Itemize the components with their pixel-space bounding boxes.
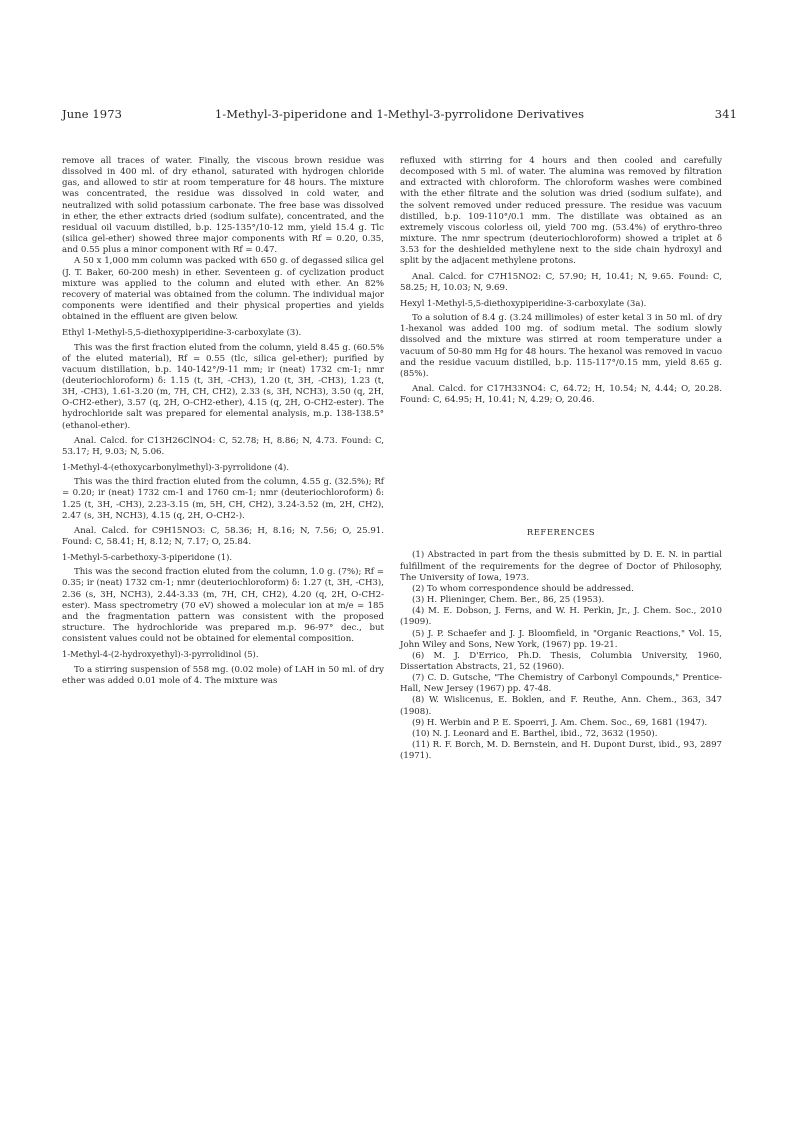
reference-item: (10) N. J. Leonard and E. Barthel, ibid., 72, 3632 (1950). bbox=[412, 728, 658, 739]
reference-item: (7) C. D. Gutsche, "The Chemistry of Carbonyl Compounds," Prentice-Hall, New Jersey (1967) pp. 47-48. bbox=[400, 673, 722, 695]
analysis-pyrrolidone: Anal. Calcd. for C9H15NO3: C, 58.36; H, 8.16; N, 7.56; O, 25.91. Found: C, 58.41; H, 8.12; N, 7.17; O, 25.84. bbox=[62, 525, 384, 547]
header-date: June 1973 bbox=[62, 107, 123, 121]
compound-heading-pyrrolidinol: 1-Methyl-4-(2-hydroxyethyl)-3-pyrrolidinol (5). bbox=[62, 649, 259, 660]
reference-item: (6) M. J. D'Errico, Ph.D. Thesis, Columbia University, 1960, Dissertation Abstracts, 21, 52 (1960). bbox=[400, 650, 722, 672]
reference-item: (1) Abstracted in part from the thesis submitted by D. E. N. in partial fulfillment of the requirements for the degree of Doctor of Philosophy, The University of Iowa, 1973. bbox=[400, 550, 722, 583]
paragraph-intro: remove all traces of water. Finally, the viscous brown residue was dissolved in 400 ml. of dry ethanol, saturated with hydrogen chloride gas, and allowed to stir at room temperature for 48 hours. The mixture was concentrated, the residue was dissolved in cold water, and neutralized with solid potassium carbonate. The free base was dissolved in ether, the ether extracts dried (sodium sulfate), concentrated, and the residual oil vacuum distilled, b.p. 125-135°/10-12 mm, yield 15.4 g. Tlc (silica gel-ether) showed three major components with Rf = 0.20, 0.35, and 0.55 plus a minor component with Rf = 0.47. bbox=[62, 156, 384, 256]
analysis-pyrrolidinol: Anal. Calcd. for C7H15NO2: C, 57.90; H, 10.41; N, 9.65. Found: C, 58.25; H, 10.03; N, 9.69. bbox=[400, 271, 722, 293]
reference-item: (2) To whom correspondence should be addressed. bbox=[412, 583, 634, 594]
compound-heading-hexyl-ester: Hexyl 1-Methyl-5,5-diethoxypiperidine-3-carboxylate (3a). bbox=[400, 297, 647, 308]
references-heading: REFERENCES bbox=[526, 527, 596, 538]
reference-item: (9) H. Werbin and P. E. Spoerri, J. Am. Chem. Soc., 69, 1681 (1947). bbox=[412, 717, 708, 728]
reference-item: (5) J. P. Schaefer and J. J. Bloomfield, in "Organic Reactions," Vol. 15, John Wiley and Sons, New York, (1967) pp. 19-21. bbox=[400, 628, 722, 650]
paragraph-pyrrolidinol: To a stirring suspension of 558 mg. (0.02 mole) of LAH in 50 ml. of dry ether was added 0.01 mole of 4. The mixture was bbox=[62, 664, 384, 686]
paragraph-reflux: refluxed with stirring for 4 hours and then cooled and carefully decomposed with 5 ml. of water. The alumina was removed by filtration and extracted with chloroform. The chloroform washes were combined with the ether filtrate and the solution was dried (sodium sulfate), and the solvent removed under reduced pressure. The residue was vacuum distilled, b.p. 109-110°/0.1 mm. The distillate was obtained as an extremely viscous colorless oil, yield 700 mg. (53.4%) of erythro-threo mixture. The nmr spectrum (deuteriochloroform) showed a triplet at δ 3.53 for the deshielded methylene next to the side chain hydroxyl and split by the adjacent methylene protons. bbox=[400, 156, 722, 267]
paragraph-ethyl-ester: This was the first fraction eluted from the column, yield 8.45 g. (60.5% of the eluted material), Rf = 0.55 (tlc, silica gel-ether); purified by vacuum distillation, b.p. 140-142°/9-11 mm; ir (neat) 1732 cm-1; nmr (deuteriochloroform) δ: 1.15 (t, 3H, -CH3), 1.20 (t, 3H, -CH3), 1.23 (t, 3H, -CH3), 1.61-3.20 (m, 7H, CH, CH2), 2.33 (s, 3H, NCH3), 3.50 (q, 2H, O-CH2-ether), 3.57 (q, 2H, O-CH2-ether), 4.15 (q, 2H, O-CH2-ester). The hydrochloride salt was prepared for elemental analysis, m.p. 138-138.5° (ethanol-ether). bbox=[62, 342, 384, 431]
running-header bbox=[62, 107, 737, 123]
paragraph-pyrrolidone: This was the third fraction eluted from the column, 4.55 g. (32.5%); Rf = 0.20; ir (neat) 1732 cm-1 and 1760 cm-1; nmr (deuteriochloroform) δ: 1.25 (t, 3H, -CH3), 2.23-3.15 (m, 5H, CH, CH2), 3.24-3.52 (m, 2H, CH2), 2.47 (s, 3H, NCH3), 4.15 (q, 2H, O-CH2-). bbox=[62, 477, 384, 521]
paragraph-column-chromatography: A 50 x 1,000 mm column was packed with 650 g. of degassed silica gel (J. T. Baker, 60-200 mesh) in ether. Seventeen g. of cyclization product mixture was applied to the column and eluted with ether. An 82% recovery of material was obtained from the column. The individual major components were identified and their physical properties and yields obtained in the effluent are given below. bbox=[62, 256, 384, 323]
compound-heading-pyrrolidone: 1-Methyl-4-(ethoxycarbonylmethyl)-3-pyrrolidone (4). bbox=[62, 462, 289, 473]
analysis-hexyl-ester: Anal. Calcd. for C17H33NO4: C, 64.72; H, 10.54; N, 4.44; O, 20.28. Found: C, 64.95; H, 10.41; N, 4.29; O, 20.46. bbox=[400, 383, 722, 406]
reference-item: (4) M. E. Dobson, J. Ferns, and W. H. Perkin, Jr., J. Chem. Soc., 2010 (1909). bbox=[400, 606, 722, 628]
compound-heading-ethyl-ester: Ethyl 1-Methyl-5,5-diethoxypiperidine-3-carboxylate (3). bbox=[62, 327, 302, 338]
compound-heading-piperidone: 1-Methyl-5-carbethoxy-3-piperidone (1). bbox=[62, 552, 233, 563]
paragraph-hexyl-ester: To a solution of 8.4 g. (3.24 millimoles) of ester ketal 3 in 50 ml. of dry 1-hexanol was added 100 mg. of sodium metal. The sodium slowly dissolved and the mixture was stirred at room temperature under a vacuum of 50-80 mm Hg for 48 hours. The hexanol was removed in vacuo and the residue vacuum distilled, b.p. 115-117°/0.15 mm, yield 8.65 g. (85%). bbox=[400, 313, 722, 379]
left-column bbox=[62, 156, 384, 687]
paragraph-piperidone: This was the second fraction eluted from the column, 1.0 g. (7%); Rf = 0.35; ir (neat) 1732 cm-1; nmr (deuteriochloroform) δ: 1.27 (t, 3H, -CH3), 2.36 (s, 3H, NCH3), 2.44-3.33 (m, 7H, CH, CH2), 4.20 (q, 2H, O-CH2-ester). Mass spectrometry (70 eV) showed a molecular ion at m/e = 185 and the fragmentation pattern was consistent with the proposed structure. The hydrochloride was prepared m.p. 96-97° dec., but consistent values could not be obtained for elemental composition. bbox=[62, 567, 384, 645]
header-title: 1-Methyl-3-piperidone and 1-Methyl-3-pyrrolidone Derivatives bbox=[214, 107, 585, 121]
reference-item: (3) H. Plieninger, Chem. Ber., 86, 25 (1953). bbox=[412, 595, 605, 606]
reference-item: (11) R. F. Borch, M. D. Bernstein, and H. Dupont Durst, ibid., 93, 2897 (1971). bbox=[400, 740, 722, 762]
reference-item: (8) W. Wislicenus, E. Boklen, and F. Reuthe, Ann. Chem., 363, 347 (1908). bbox=[400, 695, 722, 717]
page-number: 341 bbox=[714, 107, 737, 121]
right-column bbox=[400, 156, 722, 762]
analysis-ethyl-ester: Anal. Calcd. for C13H26ClNO4: C, 52.78; H, 8.86; N, 4.73. Found: C, 53.17; H, 9.03; N, 5.06. bbox=[62, 435, 384, 457]
